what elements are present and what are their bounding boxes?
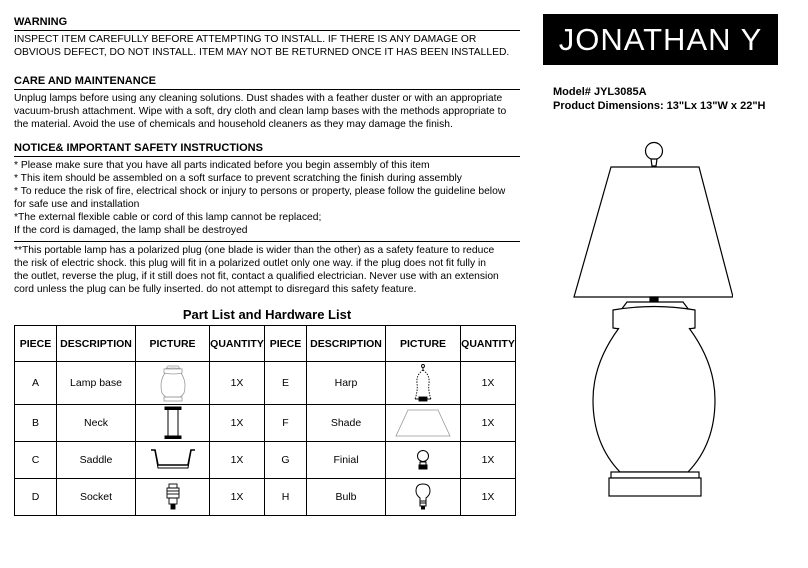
- piece-cell: B: [15, 405, 57, 442]
- finial-icon: [415, 449, 431, 471]
- safety-title: NOTICE& IMPORTANT SAFETY INSTRUCTIONS: [14, 142, 263, 154]
- plug-line: cord unless the plug can be fully inserted. do not attempt to disregard this safety feature.: [14, 284, 417, 295]
- plug-line: the risk of electric shock. this plug will fit in a polarized outlet only one way. if the plug does not fit fully in: [14, 258, 486, 269]
- description-cell: Shade: [307, 405, 386, 442]
- care-line: Unplug lamps before using any cleaning solutions. Dust shades with a feather duster or with an appropriate: [14, 93, 503, 104]
- picture-cell: [136, 442, 210, 479]
- parts-header-row: [15, 326, 516, 362]
- care-title: CARE AND MAINTENANCE: [14, 75, 156, 87]
- safety-line: * This item should be assembled on a soft surface to prevent scratching the finish during assembly: [14, 173, 462, 184]
- description-cell: Saddle: [57, 442, 136, 479]
- warning-rule: [14, 30, 520, 31]
- quantity-cell: 1X: [210, 479, 265, 516]
- table-row: [15, 442, 516, 479]
- description-cell: Lamp base: [57, 362, 136, 405]
- piece-cell: F: [265, 405, 307, 442]
- header-picture: PICTURE: [136, 326, 210, 362]
- description-cell: Bulb: [307, 479, 386, 516]
- piece-cell: A: [15, 362, 57, 405]
- piece-cell: E: [265, 362, 307, 405]
- quantity-cell: 1X: [210, 362, 265, 405]
- piece-cell: H: [265, 479, 307, 516]
- parts-table: [14, 325, 516, 516]
- header-piece: PIECE: [15, 326, 57, 362]
- description-cell: Harp: [307, 362, 386, 405]
- header-piece: PIECE: [265, 326, 307, 362]
- picture-cell: [136, 405, 210, 442]
- plug-rule: [14, 241, 520, 242]
- brand-logo-text: JONATHAN Y: [558, 21, 763, 57]
- socket-icon: [165, 483, 181, 511]
- header-description: DESCRIPTION: [57, 326, 136, 362]
- safety-line: *The external flexible cable or cord of this lamp cannot be replaced;: [14, 212, 322, 223]
- plug-line: the outlet, reverse the plug, if it still does not fit, contact a qualified electrician. Never use with an extension: [14, 271, 499, 282]
- picture-cell: [386, 405, 461, 442]
- quantity-cell: 1X: [461, 405, 516, 442]
- header-quantity: QUANTITY: [210, 326, 265, 362]
- quantity-cell: 1X: [210, 442, 265, 479]
- safety-section: [14, 142, 520, 296]
- quantity-cell: 1X: [461, 442, 516, 479]
- harp-icon: [410, 363, 436, 403]
- table-row: [15, 405, 516, 442]
- warning-line: OBVIOUS DEFECT, DO NOT INSTALL. ITEM MAY NOT BE RETURNED ONCE IT HAS BEEN INSTALLED.: [14, 47, 510, 58]
- header-quantity: QUANTITY: [461, 326, 516, 362]
- lamp-base-icon: [158, 364, 188, 402]
- plug-line: **This portable lamp has a polarized plug (one blade is wider than the other) as a safety feature to reduce: [14, 245, 495, 256]
- neck-icon: [162, 406, 184, 440]
- shade-icon: [393, 408, 453, 438]
- picture-cell: [136, 479, 210, 516]
- picture-cell: [386, 362, 461, 405]
- brand-logo: [543, 14, 778, 65]
- piece-cell: G: [265, 442, 307, 479]
- warning-title: WARNING: [14, 16, 68, 28]
- care-line: vacuum-brush attachment. Wipe with a soft, dry cloth and clean lamp bases with the methods appropriate to: [14, 106, 507, 117]
- care-line: the material. Avoid the use of chemicals and household cleaners as they may damage the finish.: [14, 119, 453, 130]
- piece-cell: C: [15, 442, 57, 479]
- header-picture: PICTURE: [386, 326, 461, 362]
- safety-line: * To reduce the risk of fire, electrical shock or injury to persons or property, please follow the guideline below: [14, 186, 506, 197]
- description-cell: Finial: [307, 442, 386, 479]
- table-row: [15, 479, 516, 516]
- care-section: [14, 75, 520, 131]
- picture-cell: [386, 479, 461, 516]
- model-number: Model# JYL3085A: [553, 86, 647, 98]
- safety-line: for safe use and installation: [14, 199, 140, 210]
- picture-cell: [136, 362, 210, 405]
- parts-table-title: Part List and Hardware List: [182, 307, 352, 322]
- piece-cell: D: [15, 479, 57, 516]
- quantity-cell: 1X: [461, 362, 516, 405]
- product-dimensions: Product Dimensions: 13"Lx 13"W x 22"H: [553, 100, 766, 112]
- description-cell: Neck: [57, 405, 136, 442]
- lamp-illustration-icon: [563, 138, 733, 503]
- warning-section: [14, 16, 520, 59]
- picture-cell: [386, 442, 461, 479]
- safety-line: * Please make sure that you have all parts indicated before you begin assembly of this item: [14, 160, 430, 171]
- care-rule: [14, 89, 520, 90]
- saddle-icon: [148, 447, 198, 473]
- warning-line: INSPECT ITEM CAREFULLY BEFORE ATTEMPTING TO INSTALL. IF THERE IS ANY DAMAGE OR: [14, 34, 477, 45]
- bulb-icon: [415, 483, 431, 511]
- quantity-cell: 1X: [210, 405, 265, 442]
- safety-line: If the cord is damaged, the lamp shall be destroyed: [14, 225, 248, 236]
- description-cell: Socket: [57, 479, 136, 516]
- table-row: [15, 362, 516, 405]
- safety-rule: [14, 156, 520, 157]
- quantity-cell: 1X: [461, 479, 516, 516]
- header-description: DESCRIPTION: [307, 326, 386, 362]
